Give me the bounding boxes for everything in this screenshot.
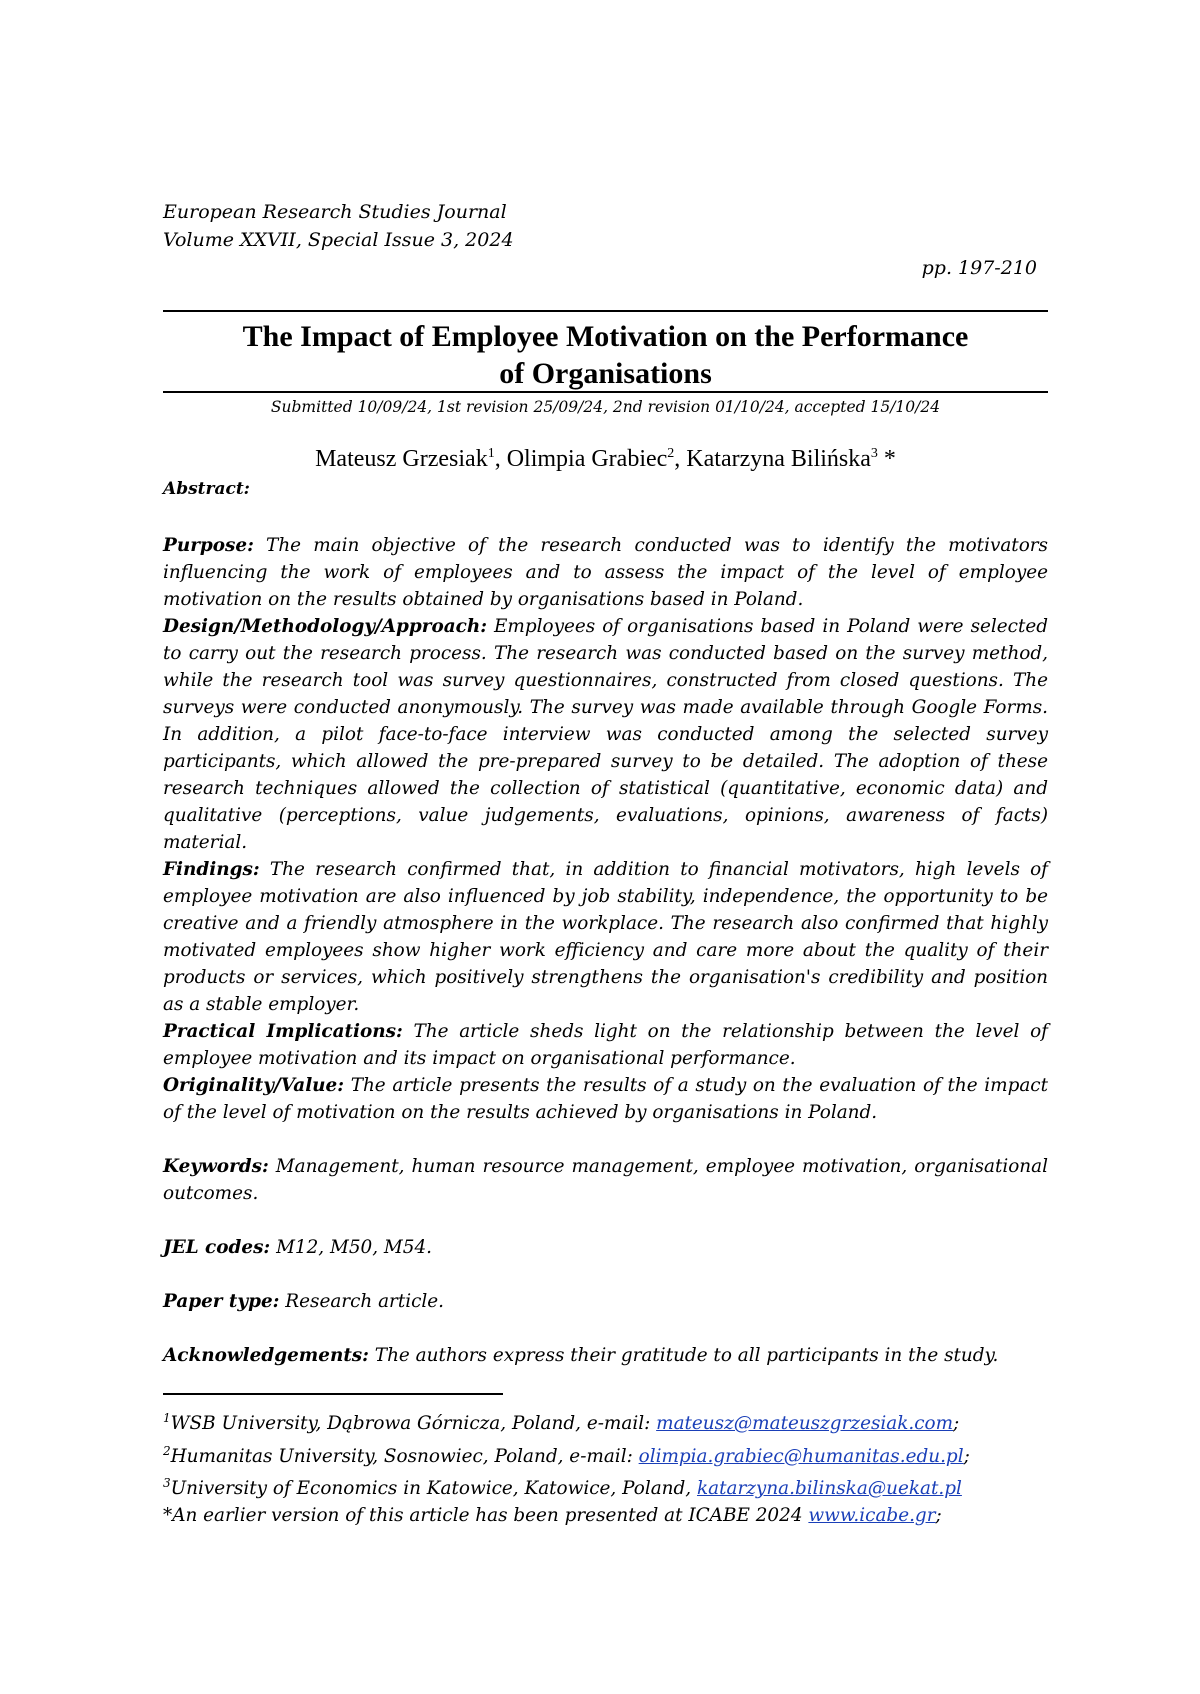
footnotes xyxy=(163,1405,1048,1529)
footnote-separator xyxy=(163,1393,503,1395)
journal-header xyxy=(163,198,514,254)
footnote-text: University of Economics in Katowice, Katowice, Poland, xyxy=(170,1478,697,1500)
jel-text: M12, M50, M54. xyxy=(270,1237,433,1258)
title-line-1: The Impact of Employee Motivation on the Performance xyxy=(242,320,969,353)
abstract-originality xyxy=(163,1072,1048,1126)
section-text: Employees of organisations based in Poland were selected to carry out the research process. The research was conducted based on the survey method, while the research tool was survey questionnaires, constructed from closed questions. The surveys were conducted anonymously. The survey was made available through Google Forms. In addition, a pilot face-to-face interview was conducted among the selected survey participants, which allowed the pre-prepared survey to be detailed. The adoption of these research techniques allowed the collection of statistical (quantitative, economic data) and qualitative (perceptions, value judgements, evaluations, opinions, awareness of facts) material. xyxy=(163,616,1048,853)
author-affiliation-mark: 1 xyxy=(487,446,495,461)
footnote-item xyxy=(163,1438,1048,1471)
journal-name: European Research Studies Journal xyxy=(163,201,507,223)
title-bottom-rule xyxy=(163,391,1048,393)
section-text: The research confirmed that, in addition to financial motivators, high levels of employee motivation are also influenced by job stability, independence, the opportunity to be creative and a friendly atmosphere in the workplace. The research also confirmed that highly motivated employees show higher work efficiency and care more about the quality of their products or services, which positively strengthens the organisation's credibility and position as a stable employer. xyxy=(163,859,1048,1015)
section-label: Practical Implications: xyxy=(163,1021,403,1042)
author-affiliation-mark: 3 xyxy=(870,446,878,461)
footnote-mark: 1 xyxy=(163,1411,171,1425)
email-link[interactable]: katarzyna.bilinska@uekat.pl xyxy=(696,1478,962,1500)
acknowledgements-text: The authors express their gratitude to all participants in the study. xyxy=(368,1345,999,1366)
author-separator: , xyxy=(674,446,687,472)
footnote-item xyxy=(163,1470,1048,1503)
jel-label: JEL codes: xyxy=(163,1237,271,1258)
abstract-design xyxy=(163,613,1048,856)
page-range: pp. 197-210 xyxy=(921,257,1037,279)
keywords-text: Management, human resource management, employee motivation, organisational outcomes. xyxy=(163,1156,1048,1204)
jel-codes xyxy=(163,1234,1048,1261)
abstract-practical xyxy=(163,1018,1048,1072)
keywords-label: Keywords: xyxy=(163,1156,269,1177)
keywords xyxy=(163,1153,1048,1207)
footnote-text: *An earlier version of this article has been presented at ICABE 2024 xyxy=(163,1504,809,1526)
section-label: Originality/Value: xyxy=(163,1075,345,1096)
section-label: Purpose: xyxy=(163,535,254,556)
abstract-body xyxy=(163,532,1048,1369)
footnote-mark: 2 xyxy=(163,1443,171,1458)
author-separator: * xyxy=(877,446,896,472)
abstract-findings xyxy=(163,856,1048,1018)
section-text: The article sheds light on the relationship between the level of employee motivation and its impact on organisational performance. xyxy=(163,1021,1048,1069)
section-label: Design/Methodology/Approach: xyxy=(163,616,487,637)
email-link[interactable]: mateusz@mateuszgrzesiak.com xyxy=(656,1413,954,1435)
author-list xyxy=(163,446,1048,473)
footnote-text: Humanitas University, Sosnowiec, Poland, e-mail: xyxy=(170,1445,639,1467)
section-label: Findings: xyxy=(163,859,260,880)
website-link[interactable]: www.icabe.gr xyxy=(808,1504,936,1526)
paper-type xyxy=(163,1288,1048,1315)
section-text: The main objective of the research conducted was to identify the motivators influencing the work of employees and to assess the impact of the level of employee motivation on the results obtained by organisations based in Poland. xyxy=(163,535,1048,610)
submission-dates: Submitted 10/09/24, 1st revision 25/09/24, 2nd revision 01/10/24, accepted 15/10/24 xyxy=(270,398,941,416)
footnote-mark: 3 xyxy=(163,1476,171,1491)
author-affiliation-mark: 2 xyxy=(667,446,675,461)
paper-title xyxy=(163,318,1048,392)
author-name: Mateusz Grzesiak xyxy=(315,446,488,472)
acknowledgements-label: Acknowledgements: xyxy=(163,1345,369,1366)
footnote-after: ; xyxy=(953,1413,960,1435)
footnote-after: ; xyxy=(935,1504,942,1526)
paper-type-text: Research article. xyxy=(279,1291,445,1312)
author-name: Olimpia Grabiec xyxy=(506,446,668,472)
email-link[interactable]: olimpia.grabiec@humanitas.edu.pl xyxy=(638,1445,964,1467)
section-text: The article presents the results of a study on the evaluation of the impact of the level of motivation on the results achieved by organisations in Poland. xyxy=(163,1075,1048,1123)
title-line-2: of Organisations xyxy=(499,357,712,390)
footnote-item xyxy=(163,1503,1048,1530)
author-name: Katarzyna Bilińska xyxy=(686,446,871,472)
footnote-item xyxy=(163,1405,1048,1438)
acknowledgements xyxy=(163,1342,1048,1369)
journal-volume: Volume XXVII, Special Issue 3, 2024 xyxy=(163,229,514,251)
abstract-heading: Abstract: xyxy=(163,479,250,499)
abstract-purpose xyxy=(163,532,1048,613)
footnote-after: ; xyxy=(963,1445,970,1467)
paper-type-label: Paper type: xyxy=(163,1291,280,1312)
footnote-text: WSB University, Dąbrowa Górnicza, Poland, e-mail: xyxy=(170,1413,657,1435)
author-separator: , xyxy=(494,446,507,472)
title-top-rule xyxy=(163,310,1048,312)
